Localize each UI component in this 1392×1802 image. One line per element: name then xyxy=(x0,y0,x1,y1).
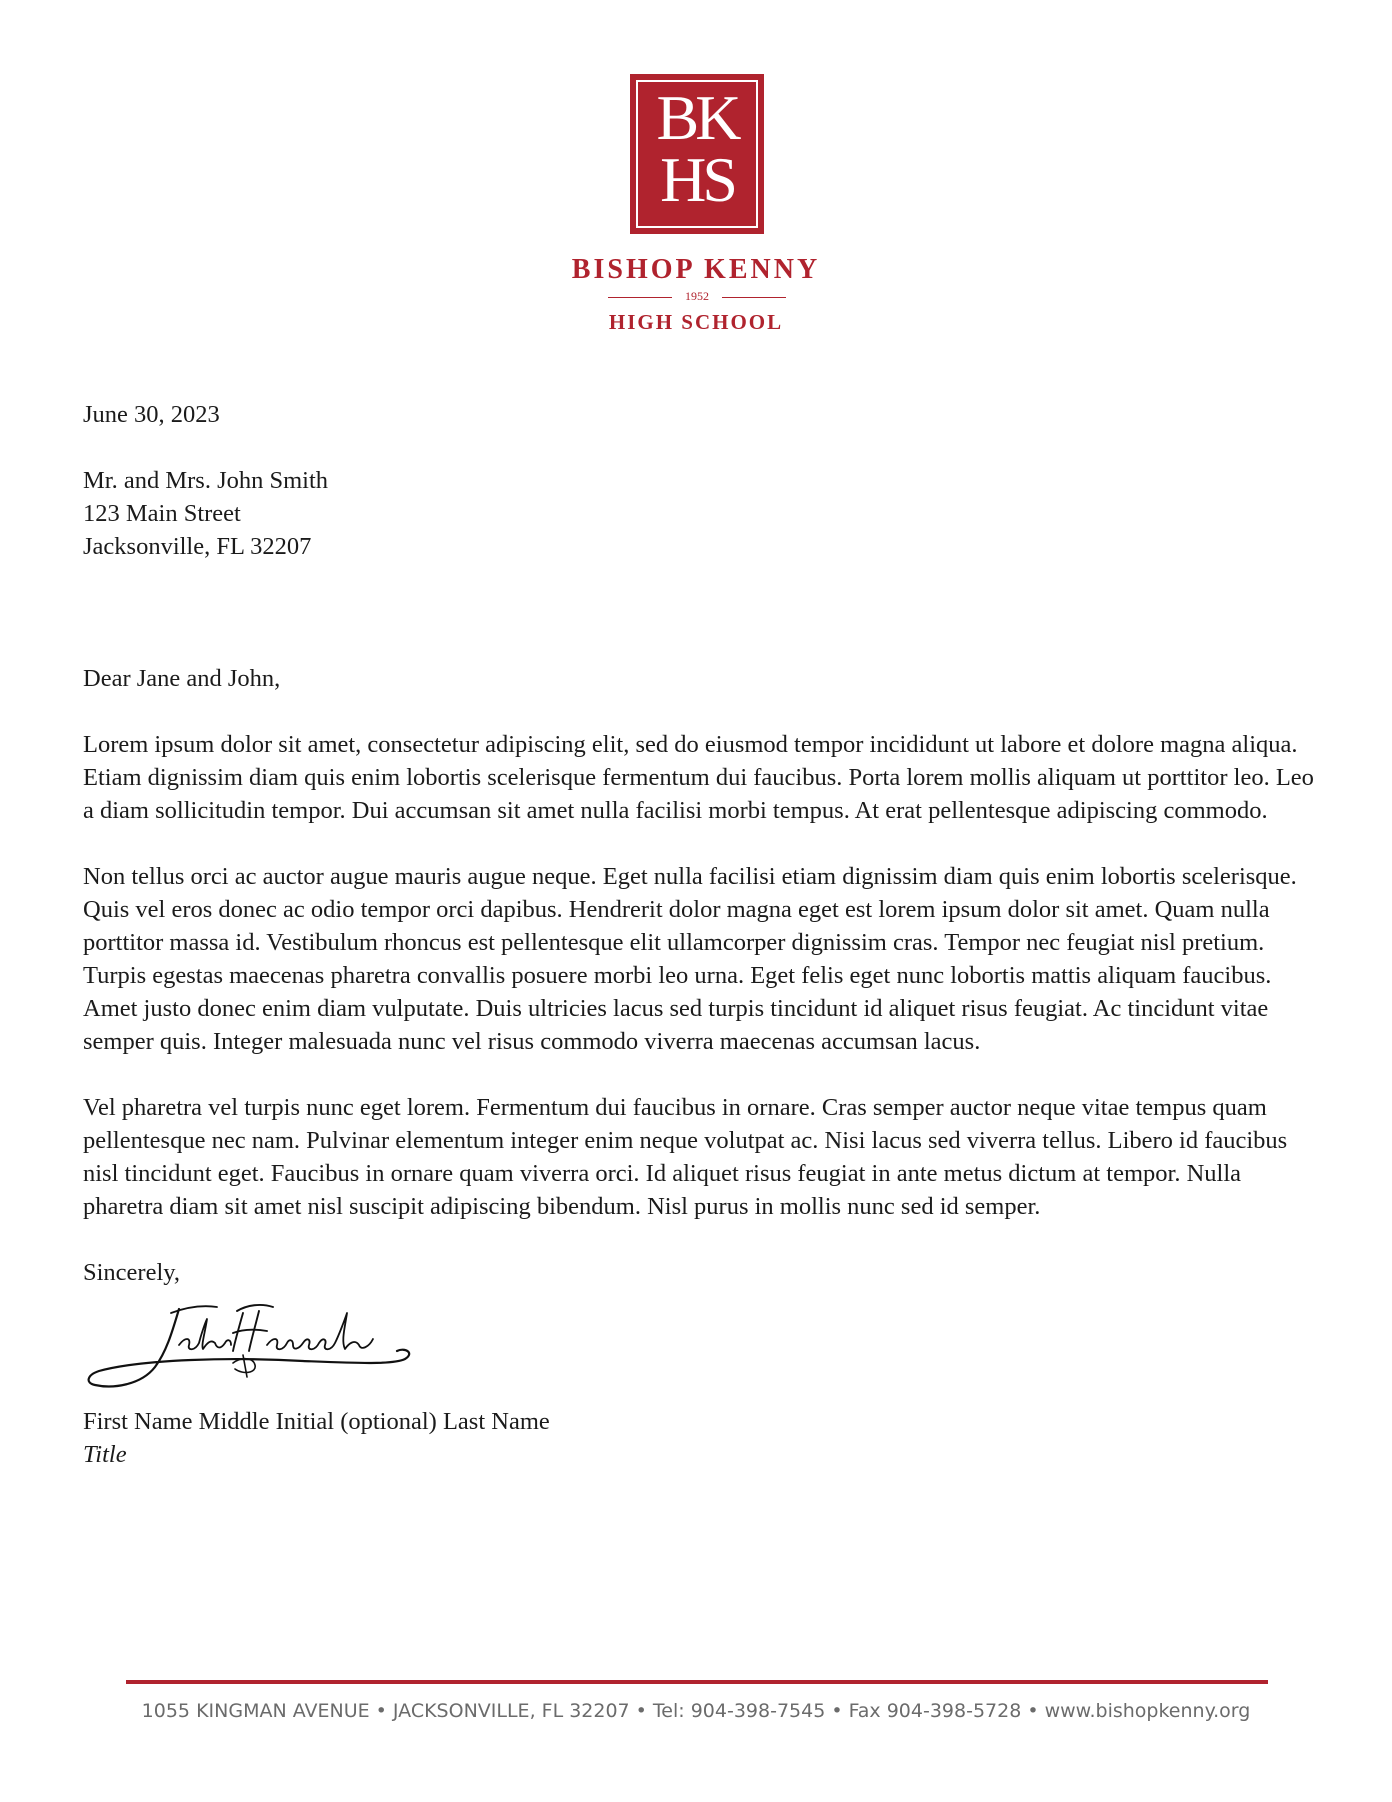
school-subtitle: HIGH SCHOOL xyxy=(608,310,784,334)
address-line: Mr. and Mrs. John Smith xyxy=(83,467,329,494)
letter-date: June 30, 2023 xyxy=(83,401,220,428)
closing: Sincerely, xyxy=(83,1259,181,1286)
body-paragraph: Vel pharetra vel turpis nunc eget lorem. Fermentum dui faucibus in ornare. Cras semper auctor neque vitae tempus quam pellentesque nec nam. Pulvinar elementum integer enim neque volutpat ac. Nisi lacus sed viverra tellus. Libero id faucibus nisl tincidunt eget. Faucibus in ornare quam viverra orci. Id aliquet risus feugiat in ante metus dictum at tempor. Nulla pharetra diam sit amet nisl suscipit adipiscing bibendum. Nisl purus in mollis nunc sed id semper. xyxy=(83,1094,1288,1220)
school-name: BISHOP KENNY xyxy=(571,254,821,285)
body-paragraph: Non tellus orci ac auctor augue mauris augue neque. Eget nulla facilisi etiam dignissim diam quis enim lobortis scelerisque. Quis vel eros donec ac odio tempor orci dapibus. Hendrerit dolor magna eget est lorem ipsum dolor sit amet. Quam nulla porttitor massa id. Vestibulum rhoncus est pellentesque elit ullamcorper dignissim cras. Tempor nec feugiat nisl pretium. Turpis egestas maecenas pharetra convallis posuere morbi leo urna. Eget felis eget nunc lobortis mattis aliquam faucibus. Amet justo donec enim diam vulputate. Duis ultricies lacus sed turpis tincidunt id aliquet risus feugiat. Ac tincidunt vitae semper quis. Integer malesuada nunc vel risus commodo viverra maecenas accumsan lacus. xyxy=(83,863,1297,1055)
founding-year-row xyxy=(0,289,1392,305)
salutation: Dear Jane and John, xyxy=(83,665,281,692)
school-logo xyxy=(630,74,764,234)
logo-monogram-top: BK xyxy=(656,82,738,153)
recipient-address xyxy=(83,464,1323,563)
year-divider-left xyxy=(608,297,672,298)
address-line: Jacksonville, FL 32207 xyxy=(83,533,312,560)
signer-name: First Name Middle Initial (optional) Last Name xyxy=(83,1408,550,1435)
letter-body xyxy=(83,398,1323,1471)
handwritten-signature xyxy=(83,1299,423,1395)
founding-year: 1952 xyxy=(685,289,709,303)
logo-monogram-bottom: HS xyxy=(660,144,734,215)
body-paragraph: Lorem ipsum dolor sit amet, consectetur adipiscing elit, sed do eiusmod tempor incididunt ut labore et dolore magna aliqua. Etiam dignissim diam quis enim lobortis scelerisque fermentum dui faucibus. Porta lorem mollis aliquam ut porttitor leo. Leo a diam sollicitudin tempor. Dui accumsan sit amet nulla facilisi morbi tempus. At erat pellentesque adipiscing commodo. xyxy=(83,731,1314,824)
footer-contact-info: 1055 KINGMAN AVENUE • JACKSONVILLE, FL 32207 • Tel: 904-398-7545 • Fax 904-398-5728 • www.bishopkenny.org xyxy=(141,1700,1251,1722)
address-line: 123 Main Street xyxy=(83,500,241,527)
signer-title: Title xyxy=(83,1441,127,1468)
year-divider-right xyxy=(722,297,786,298)
footer-divider xyxy=(126,1680,1268,1684)
